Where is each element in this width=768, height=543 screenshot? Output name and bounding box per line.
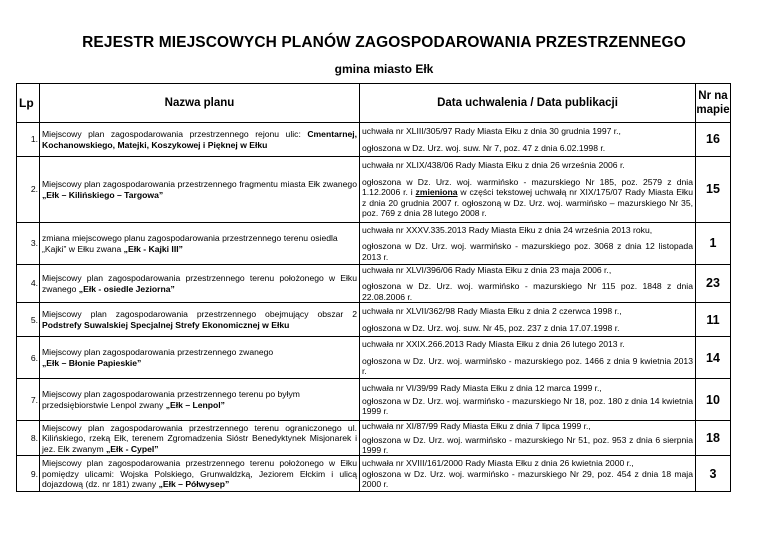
row-lp: 5. (17, 303, 40, 337)
row-dates (360, 456, 696, 492)
row-plan-name (40, 123, 360, 157)
row-map-number: 15 (696, 157, 731, 223)
row-dates (360, 379, 696, 421)
plan-name-text: Miejscowy plan zagospodarowania przestrzennego obejmujący obszar 2 (42, 309, 357, 320)
plan-name-text: Miejscowy plan zagospodarowania przestrzennego fragmentu miasta Ełk zwanego (42, 179, 357, 190)
adoption-text: uchwała nr XLVII/362/98 Rady Miasta Ełku z dnia 2 czerwca 1998 r., (362, 306, 622, 317)
row-map-number: 1 (696, 223, 731, 265)
row-lp: 9. (17, 456, 40, 492)
row-plan-name (40, 456, 360, 492)
plan-name-bold: „Ełk - Kajki III” (123, 243, 183, 254)
plan-name-bold: Cmentarnej, Kochanowskiego, Matejki, Koszykowej i Pięknej w Ełku (42, 129, 357, 150)
row-map-number: 14 (696, 337, 731, 379)
row-lp: 4. (17, 265, 40, 303)
publication-text-pre: ogłoszona w Dz. Urz. woj. warmińsko - mazurskiego Nr 185, poz. 2579 z dnia 1.12.2006 r. i (362, 176, 693, 198)
plan-name-text: Miejscowy plan zagospodarowania przestrzennego terenu po byłym przedsiębiorstwie Lenpol zwany (42, 389, 300, 410)
plan-name-text: zmiana miejscowego planu zagospodarowania przestrzennego terenu osiedla „Kajki” w Ełku zwana (42, 233, 338, 254)
plan-name-bold: „Ełk - Cypel” (106, 443, 159, 454)
row-dates (360, 157, 696, 223)
table-row (17, 123, 731, 157)
document-subtitle: gmina miasto Ełk (334, 62, 434, 76)
header-lp: Lp (17, 84, 40, 123)
publication-text-post: w części tekstowej uchwałą nr XIX/175/07 Rady Miasta Ełku z dnia 20 grudnia 2007 r. ogłoszoną w Dz. Urz. woj. warmińsko – mazurskiego Nr 35, poz. 769 z dnia 28 lutego 2008 r. (362, 187, 693, 219)
plan-name-text: Miejscowy plan zagospodarowania przestrzennego terenu położonego w Ełku pomiędzy ulicami: Wojska Polskiego, Grunwaldzką, Jeziorem Ełckim i ulicą dojazdową (dz. nr 181) zwany (42, 458, 357, 490)
row-dates (360, 265, 696, 303)
plan-name-bold: Podstrefy Suwalskiej Specjalnej Strefy Ekonomicznej w Ełku (42, 319, 290, 330)
header-map-number (696, 84, 731, 123)
row-map-number: 11 (696, 303, 731, 337)
adoption-text: uchwała nr XXXV.335.2013 Rady Miasta Ełku z dnia 24 września 2013 roku, (362, 224, 653, 235)
publication-text: ogłoszona w Dz. Urz. woj. warmińsko - mazurskiego poz. 3068 z dnia 12 listopada 2013 r. (362, 241, 693, 262)
adoption-text: uchwała nr XLIII/305/97 Rady Miasta Ełku z dnia 30 grudnia 1997 r., (362, 126, 621, 137)
table-row (17, 157, 731, 223)
plan-name-text: Miejscowy plan zagospodarowania przestrzennego zwanego (42, 347, 274, 358)
plan-name-bold: „Ełk – Błonie Papieskie” (42, 357, 142, 368)
row-dates (360, 337, 696, 379)
table-row (17, 456, 731, 492)
row-plan-name (40, 421, 360, 456)
table-row (17, 303, 731, 337)
adoption-text: uchwała nr XXIX.266.2013 Rady Miasta Ełku z dnia 26 lutego 2013 r. (362, 339, 625, 350)
row-map-number: 16 (696, 123, 731, 157)
plan-name-bold: „Ełk - osiedle Jeziorna” (78, 283, 175, 294)
table-row (17, 379, 731, 421)
header-dates: Data uchwalenia / Data publikacji (360, 84, 696, 123)
adoption-text: uchwała nr XLIX/438/06 Rady Miasta Ełku z dnia 26 września 2006 r. (362, 160, 625, 171)
table-row (17, 421, 731, 456)
row-map-number: 23 (696, 265, 731, 303)
table-row (17, 265, 731, 303)
publication-text: ogłoszona w Dz. Urz. woj. suw. Nr 45, poz. 237 z dnia 17.07.1998 r. (362, 322, 620, 333)
row-lp: 8. (17, 421, 40, 456)
row-lp: 1. (17, 123, 40, 157)
row-plan-name (40, 303, 360, 337)
plan-name-bold: „Ełk – Półwysep” (158, 479, 230, 490)
document-title: REJESTR MIEJSCOWYCH PLANÓW ZAGOSPODAROWANIA PRZESTRZENNEGO (82, 34, 686, 51)
row-lp: 6. (17, 337, 40, 379)
table-row (17, 337, 731, 379)
row-plan-name (40, 265, 360, 303)
header-map-line2: mapie (696, 104, 730, 116)
header-map-line1: Nr na (698, 90, 728, 102)
row-plan-name (40, 223, 360, 265)
adoption-text: uchwała nr VI/39/99 Rady Miasta Ełku z dnia 12 marca 1999 r., (362, 382, 602, 393)
row-plan-name (40, 157, 360, 223)
plan-name-bold: „Ełk – Lenpol” (165, 399, 225, 410)
adoption-text: uchwała nr XI/87/99 Rady Miasta Ełku z dnia 7 lipca 1999 r., (362, 421, 591, 432)
row-plan-name (40, 337, 360, 379)
publication-text: ogłoszona w Dz. Urz. woj. warmińsko - mazurskiego Nr 51, poz. 953 z dnia 6 sierpnia 1999 r. (362, 434, 693, 456)
plan-name-bold: „Ełk – Kilińskiego – Targowa” (42, 189, 164, 200)
row-lp: 7. (17, 379, 40, 421)
publication-text: ogłoszona w Dz. Urz. woj. warmińsko - mazurskiego Nr 18, poz. 180 z dnia 14 kwietnia 1999 r. (362, 396, 693, 417)
header-plan-name: Nazwa planu (40, 84, 360, 123)
plan-name-text: Miejscowy plan zagospodarowania przestrzennego rejonu ulic: (42, 129, 308, 140)
row-dates (360, 421, 696, 456)
publication-text: ogłoszona w Dz. Urz. woj. warmińsko - mazurskiego Nr 115 poz. 1848 z dnia 22.08.2006 r. (362, 281, 693, 302)
publication-text: ogłoszona w Dz. Urz. woj. warmińsko - mazurskiego poz. 1466 z dnia 9 kwietnia 2013 r. (362, 355, 693, 376)
row-dates (360, 303, 696, 337)
plan-name-text: Miejscowy plan zagospodarowania przestrzennego terenu ograniczonego ul. Kilińskiego, rzeką Ełk, terenem Zgromadzenia Sióstr Benedyktynek Misjonarek i jez. Ełk zwanym (42, 422, 357, 454)
publication-text: ogłoszona w Dz. Urz. woj. warmińsko - mazurskiego Nr 29, poz. 454 z dnia 18 maja 2000 r. (362, 468, 693, 490)
row-dates (360, 123, 696, 157)
publication-text (362, 177, 693, 219)
plan-name-text: Miejscowy plan zagospodarowania przestrzennego terenu położonego w Ełku zwanego (42, 273, 357, 294)
row-map-number: 10 (696, 379, 731, 421)
row-map-number: 18 (696, 421, 731, 456)
row-plan-name (40, 379, 360, 421)
amended-marker: zmieniona (415, 187, 458, 198)
publication-text: ogłoszona w Dz. Urz. woj. suw. Nr 7, poz. 47 z dnia 6.02.1998 r. (362, 142, 606, 153)
row-dates (360, 223, 696, 265)
row-lp: 2. (17, 157, 40, 223)
row-lp: 3. (17, 223, 40, 265)
table-header-row (17, 84, 731, 123)
adoption-text: uchwała nr XLVI/396/06 Rady Miasta Ełku z dnia 23 maja 2006 r., (362, 265, 612, 275)
plans-register-table (16, 83, 731, 492)
adoption-text: uchwała nr XVIII/161/2000 Rady Miasta Ełku z dnia 26 kwietnia 2000 r., (362, 458, 634, 469)
row-map-number: 3 (696, 456, 731, 492)
table-row (17, 223, 731, 265)
